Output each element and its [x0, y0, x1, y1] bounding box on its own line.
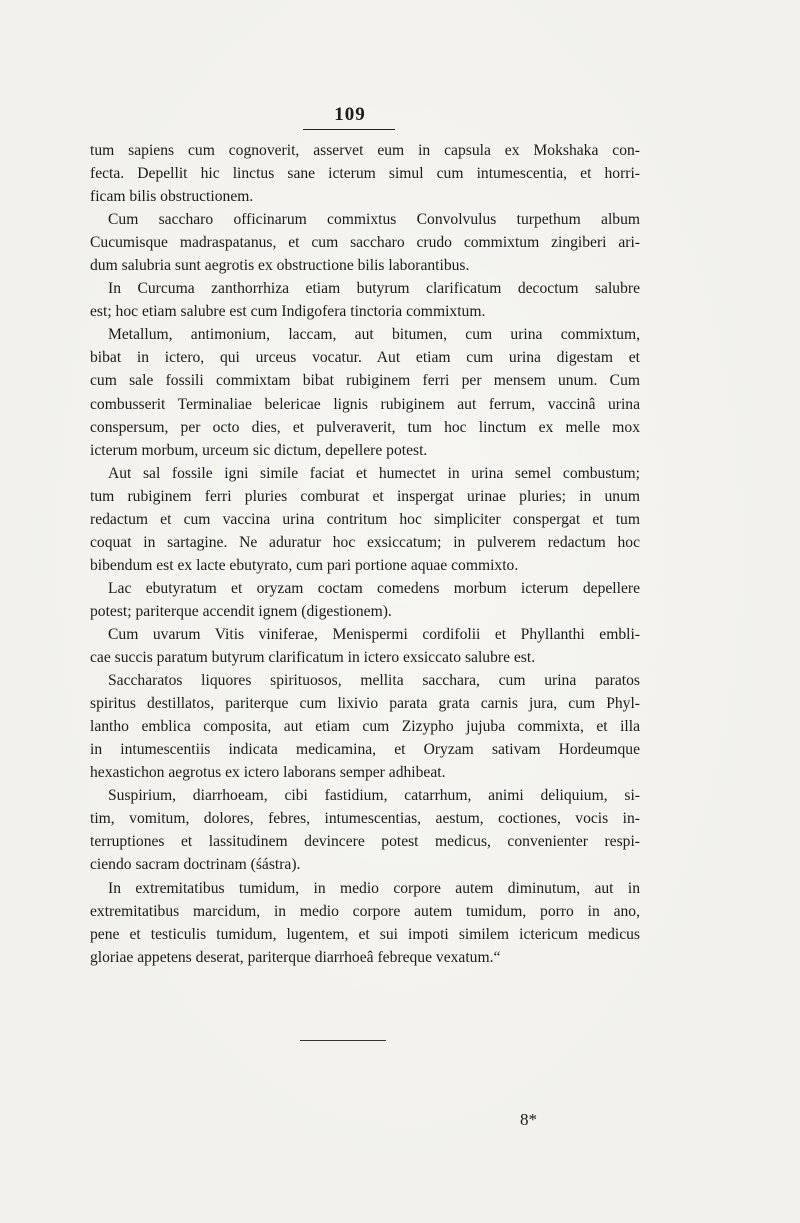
text-line: est; hoc etiam salubre est cum Indigofera tinctoria commixtum. [90, 303, 486, 321]
text-line: bibendum est ex lacte ebutyrato, cum pari portione aquae commixto. [90, 556, 519, 574]
text-line: ficam bilis obstructionem. [90, 188, 254, 206]
header-rule [303, 129, 395, 130]
text-line: spiritus destillatos, pariterque cum lixivio parata grata carnis jura, cum Phyl- [90, 695, 640, 713]
text-line: Metallum, antimonium, laccam, aut bitumen, cum urina commixtum, [108, 326, 640, 344]
printer-signature: 8* [520, 1110, 537, 1129]
text-line: cum sale fossili commixtam bibat rubiginem ferri per mensem unum. Cum [90, 372, 640, 390]
text-line: coquat in sartagine. Ne aduratur hoc exsiccatum; in pulverem redactum hoc [90, 533, 640, 551]
text-line: In Curcuma zanthorrhiza etiam butyrum clarificatum decoctum salubre [108, 280, 640, 298]
text-line: Cum uvarum Vitis viniferae, Menispermi cordifolii et Phyllanthi embli- [108, 625, 640, 643]
closing-rule [300, 1040, 386, 1041]
text-line: in intumescentiis indicata medicamina, et Oryzam sativam Hordeumque [90, 741, 640, 759]
body-text [90, 139, 640, 969]
text-line: cae succis paratum butyrum clarificatum in ictero exsiccato salubre est. [90, 649, 536, 667]
text-line: Aut sal fossile igni simile faciat et humectet in urina semel combustum; [108, 464, 640, 482]
text-line: Suspirium, diarrhoeam, cibi fastidium, catarrhum, animi deliquium, si- [108, 787, 640, 805]
text-line: terruptiones et lassitudinem devincere potest medicus, convenienter respi- [90, 833, 640, 851]
text-line: tum sapiens cum cognoverit, asservet eum in capsula ex Mokshaka con- [90, 142, 640, 159]
page-number: 109 [334, 104, 366, 125]
text-line: bibat in ictero, qui urceus vocatur. Aut etiam cum urina digestam et [90, 349, 640, 367]
text-line: Cucumisque madraspatanus, et cum saccharo crudo commixtum zingiberi ari- [90, 234, 640, 252]
text-line: pene et testiculis tumidum, lugentem, et sui impoti similem ictericum medicus [90, 925, 640, 943]
text-line: icterum morbum, urceum sic dictum, depellere potest. [90, 441, 428, 459]
text-line: potest; pariterque accendit ignem (digestionem). [90, 602, 392, 620]
text-line: conspersum, per octo dies, et pulveraverit, tum hoc linctum ex melle mox [90, 418, 640, 436]
text-line: gloriae appetens deserat, pariterque diarrhoeâ febreque vexatum.“ [90, 948, 501, 966]
text-line: tim, vomitum, dolores, febres, intumescentias, aestum, coctiones, vocis in- [90, 810, 640, 828]
text-line: lantho emblica composita, aut etiam cum Zizypho jujuba commixta, et illa [90, 718, 640, 736]
text-line: In extremitatibus tumidum, in medio corpore autem diminutum, aut in [108, 879, 640, 897]
text-line: hexastichon aegrotus ex ictero laborans semper adhibeat. [90, 764, 446, 782]
text-line: fecta. Depellit hic linctus sane icterum simul cum intumescentia, et horri- [90, 165, 640, 183]
text-line: dum salubria sunt aegrotis ex obstructione bilis laborantibus. [90, 257, 470, 275]
text-line: Lac ebutyratum et oryzam coctam comedens morbum icterum depellere [108, 579, 640, 597]
text-line: Saccharatos liquores spirituosos, mellita sacchara, cum urina paratos [108, 672, 640, 690]
text-line: extremitatibus marcidum, in medio corpore autem tumidum, porro in ano, [90, 902, 640, 920]
text-line: combusserit Terminaliae belericae lignis rubiginem aut ferrum, vaccinâ urina [90, 395, 640, 413]
text-line: redactum et cum vaccina urina contritum hoc simpliciter conspergat et tum [90, 510, 640, 528]
text-line: Cum saccharo officinarum commixtus Convolvulus turpethum album [108, 211, 640, 229]
text-line: tum rubiginem ferri pluries comburat et inspergat urinae pluries; in unum [90, 487, 640, 505]
text-line: ciendo sacram doctrinam (śástra). [90, 856, 301, 874]
